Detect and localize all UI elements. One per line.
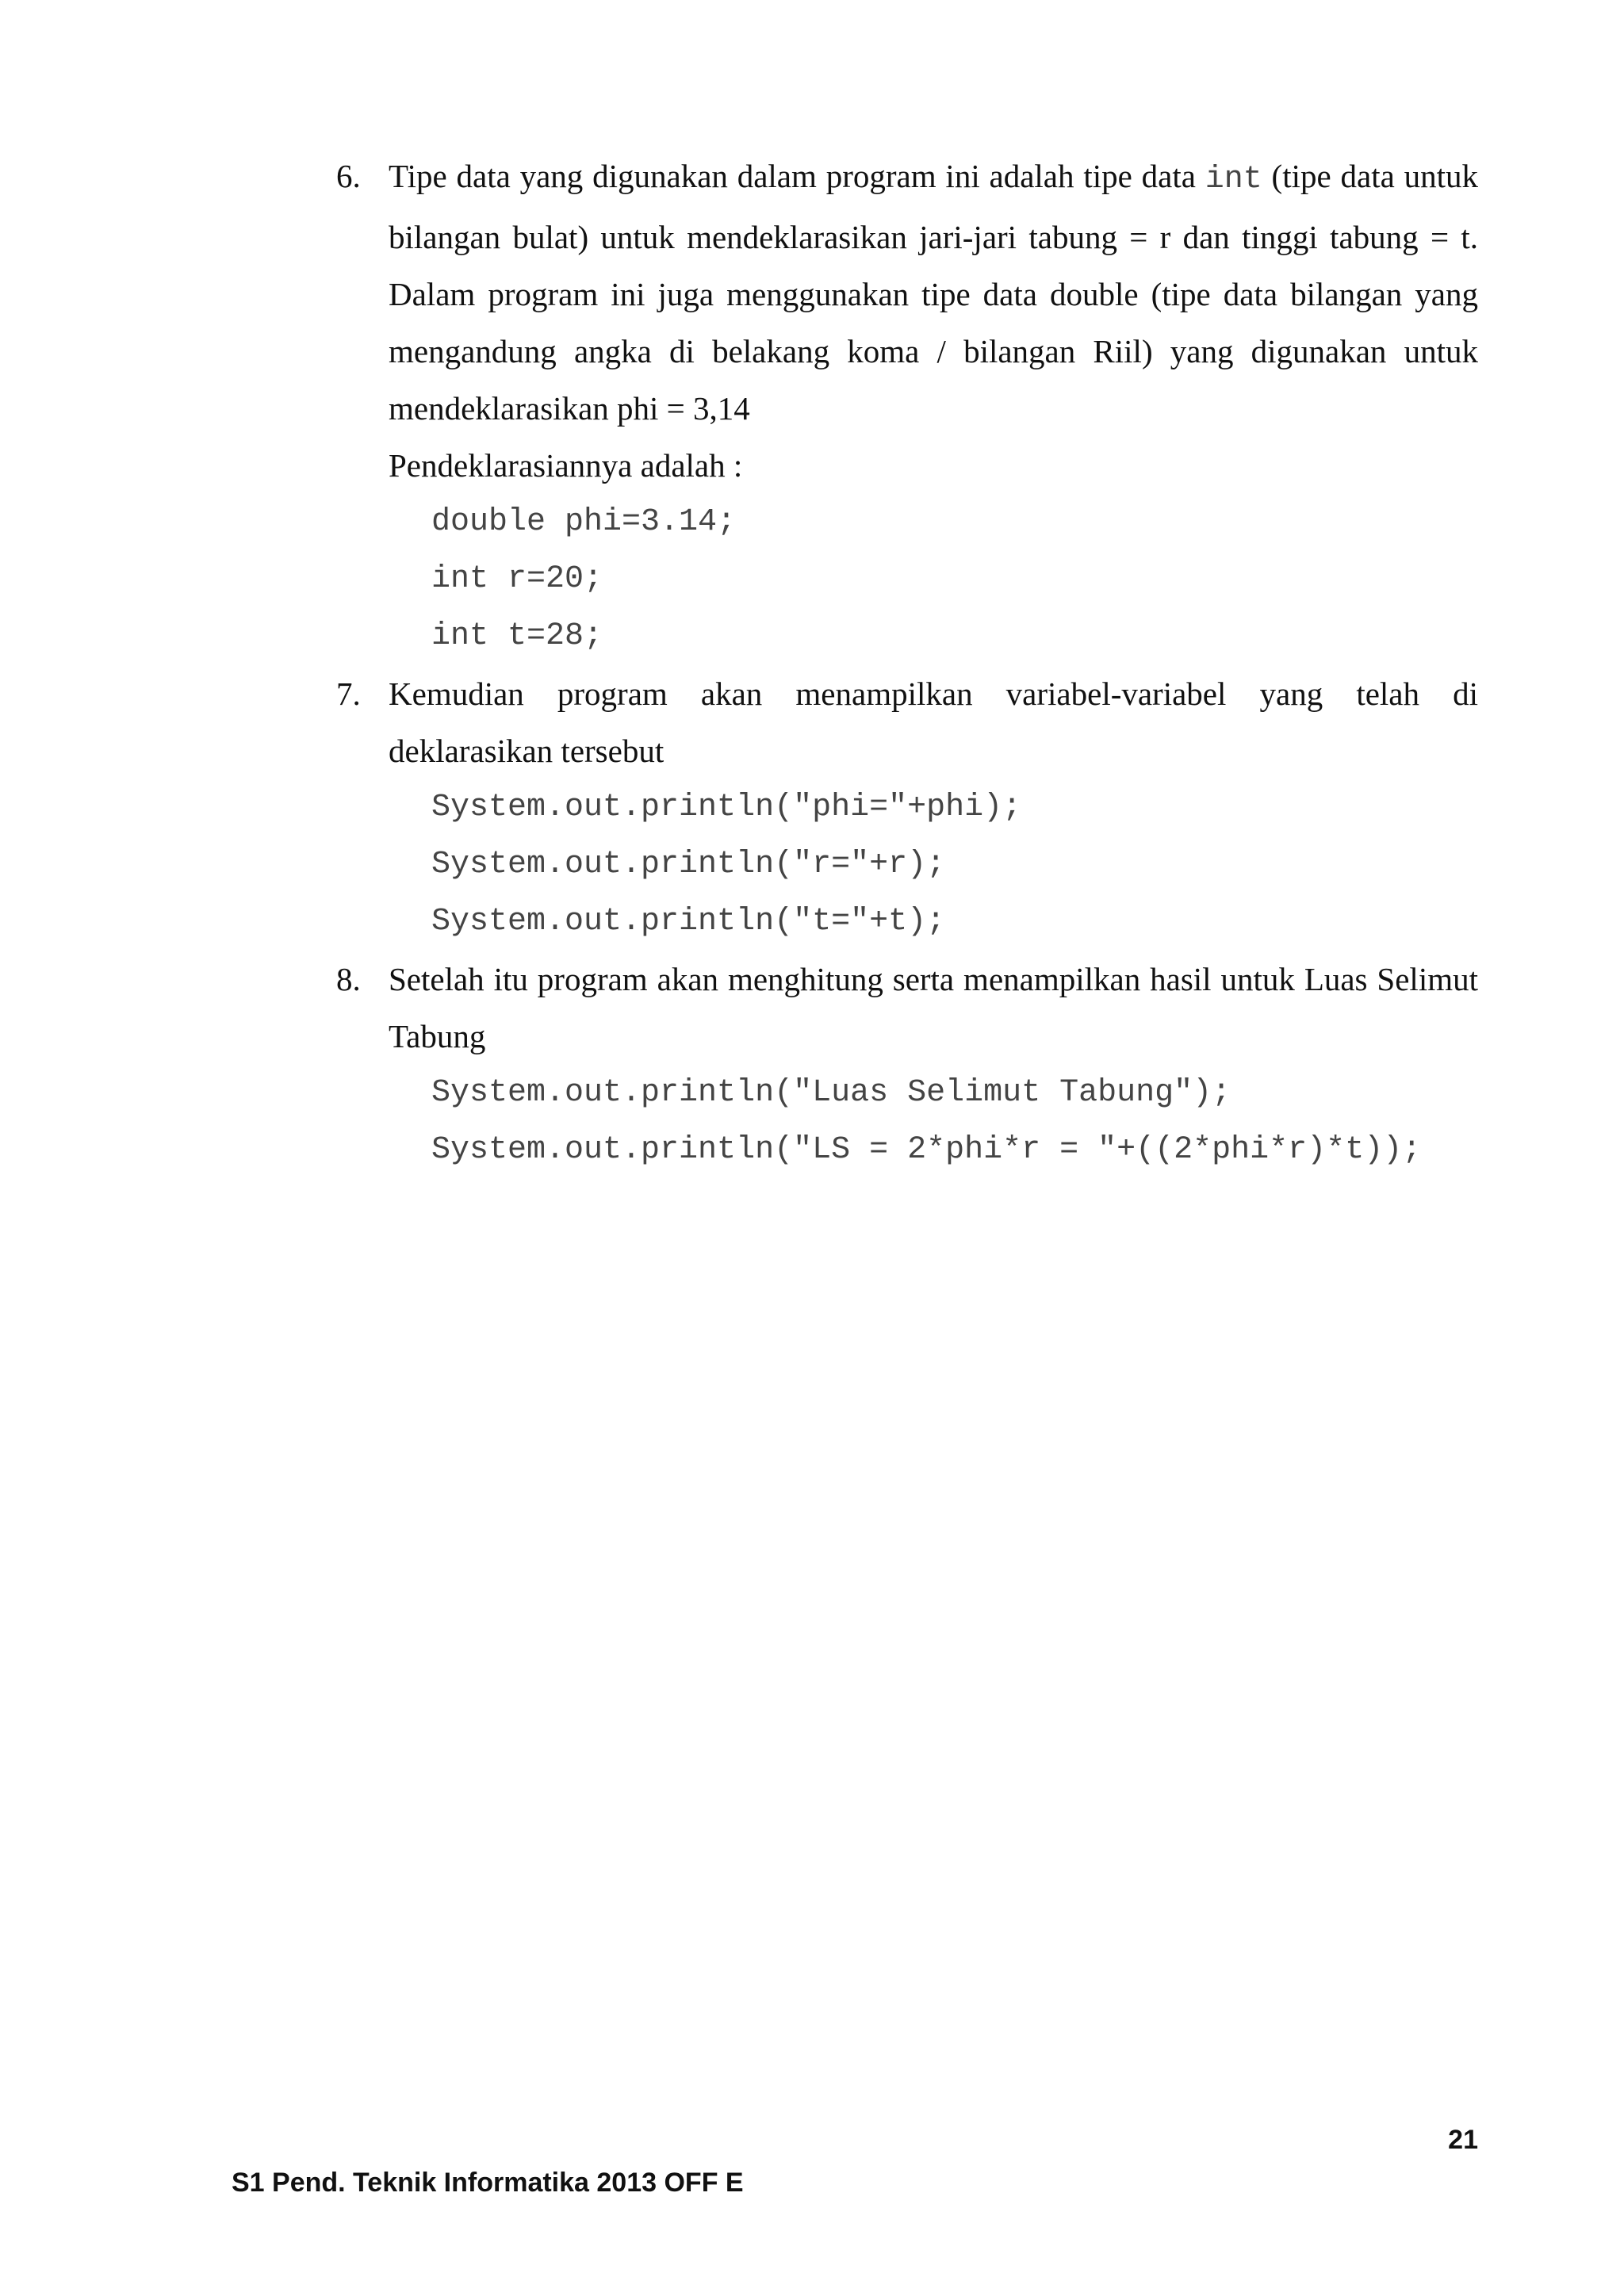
inline-code: int (1205, 162, 1262, 197)
code-line: System.out.println("t="+t); (431, 904, 946, 939)
page-number: 21 (1448, 2125, 1478, 2155)
list-item-8 (336, 951, 1478, 1179)
footer-text: S1 Pend. Teknik Informatika 2013 OFF E (232, 2168, 744, 2198)
subheading: Pendeklarasiannya adalah : (389, 447, 743, 484)
code-line: System.out.println("r="+r); (431, 847, 946, 882)
code-line: System.out.println("Luas Selimut Tabung"); (431, 1075, 1231, 1111)
item-paragraph-line-2: deklarasikan tersebut (389, 733, 665, 769)
code-line: System.out.println("LS = 2*phi*r = "+((2*phi*r)*t)); (431, 1132, 1422, 1168)
code-line: System.out.println("phi="+phi); (431, 790, 1022, 825)
list-item-number: 7. (336, 675, 361, 712)
code-line: int r=20; (431, 561, 603, 597)
code-line: int t=28; (431, 618, 603, 654)
list-item-number: 6. (336, 158, 361, 194)
page-content (336, 147, 1478, 1179)
paragraph-text: (tipe data untuk bilangan bulat) untuk mendeklarasikan jari-jari tabung = r dan tinggi tabung = t. Dalam program ini juga menggunakan tipe data double (tipe data bilangan yang mengandung angka di belakang koma / bilangan Riil) yang digunakan untuk mendeklarasikan phi = 3,14 (389, 158, 1478, 427)
code-line: double phi=3.14; (431, 504, 737, 540)
list-item-6 (336, 147, 1478, 665)
list-item-number: 8. (336, 961, 361, 997)
item-paragraph: Setelah itu program akan menghitung serta menampilkan hasil untuk Luas Selimut Tabung (389, 961, 1478, 1054)
list-item-7 (336, 665, 1478, 951)
item-paragraph-line-1: Kemudian program akan menampilkan variabel-variabel yang telah di (389, 675, 1478, 712)
item-paragraph (389, 147, 1478, 437)
paragraph-text: Tipe data yang digunakan dalam program ini adalah tipe data (389, 158, 1205, 194)
